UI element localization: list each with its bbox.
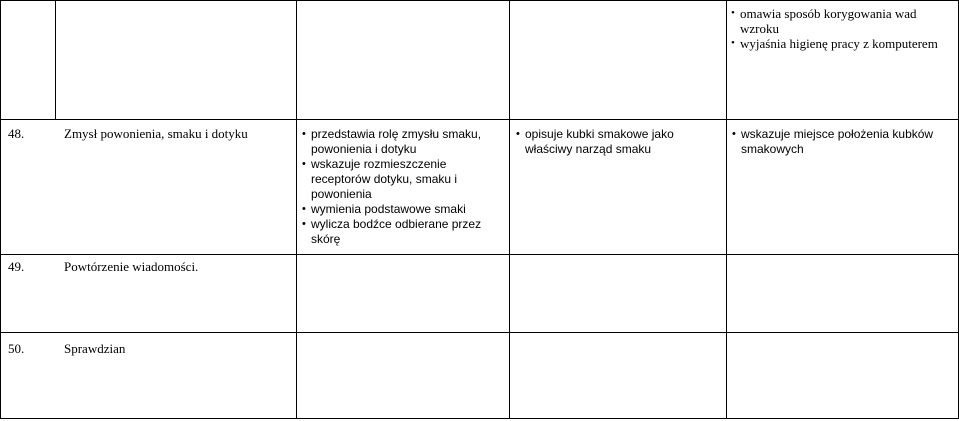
col-border-left (0, 0, 1, 419)
row-border-2 (0, 254, 959, 255)
row-border-3 (0, 332, 959, 333)
row-border-1 (0, 119, 959, 120)
row0-col5-list (731, 6, 953, 51)
list-item: • przedstawia rolę zmysłu smaku, powonienia i dotyku (302, 127, 502, 157)
list-item: • opisuje kubki smakowe jako właściwy narząd smaku (516, 127, 721, 157)
list-item: • wylicza bodźce odbierane przez skórę (302, 217, 502, 247)
col-border-3 (509, 0, 510, 419)
row1-col5 (732, 127, 954, 157)
list-item: • wskazuje miejsce położenia kubków smakowych (732, 127, 954, 157)
lesson-number: 50. (8, 341, 25, 356)
lesson-topic: Zmysł powonienia, smaku i dotyku (64, 126, 248, 141)
row1-col3 (302, 127, 502, 247)
col-border-4 (726, 0, 727, 419)
row-border-top (0, 0, 959, 1)
list-item: • wyjaśnia higienę pracy z komputerem (731, 36, 953, 51)
list-item: • wskazuje rozmieszczenie receptorów dotyku, smaku i powonienia (302, 157, 502, 202)
lesson-topic: Sprawdzian (64, 341, 126, 356)
col-border-1 (55, 0, 56, 119)
lesson-number: 49. (8, 259, 25, 274)
row1-col3-list (302, 127, 502, 247)
row-border-bottom (0, 418, 959, 419)
row1-col5-list (732, 127, 954, 157)
lesson-topic: Powtórzenie wiadomości. (64, 259, 199, 274)
row1-col4 (516, 127, 721, 157)
col-border-2 (296, 0, 297, 419)
list-item: • omawia sposób korygowania wad wzroku (731, 6, 953, 36)
row0-col5 (731, 6, 953, 51)
list-item: • wymienia podstawowe smaki (302, 202, 502, 217)
lesson-number: 48. (8, 126, 25, 141)
row1-col4-list (516, 127, 721, 157)
